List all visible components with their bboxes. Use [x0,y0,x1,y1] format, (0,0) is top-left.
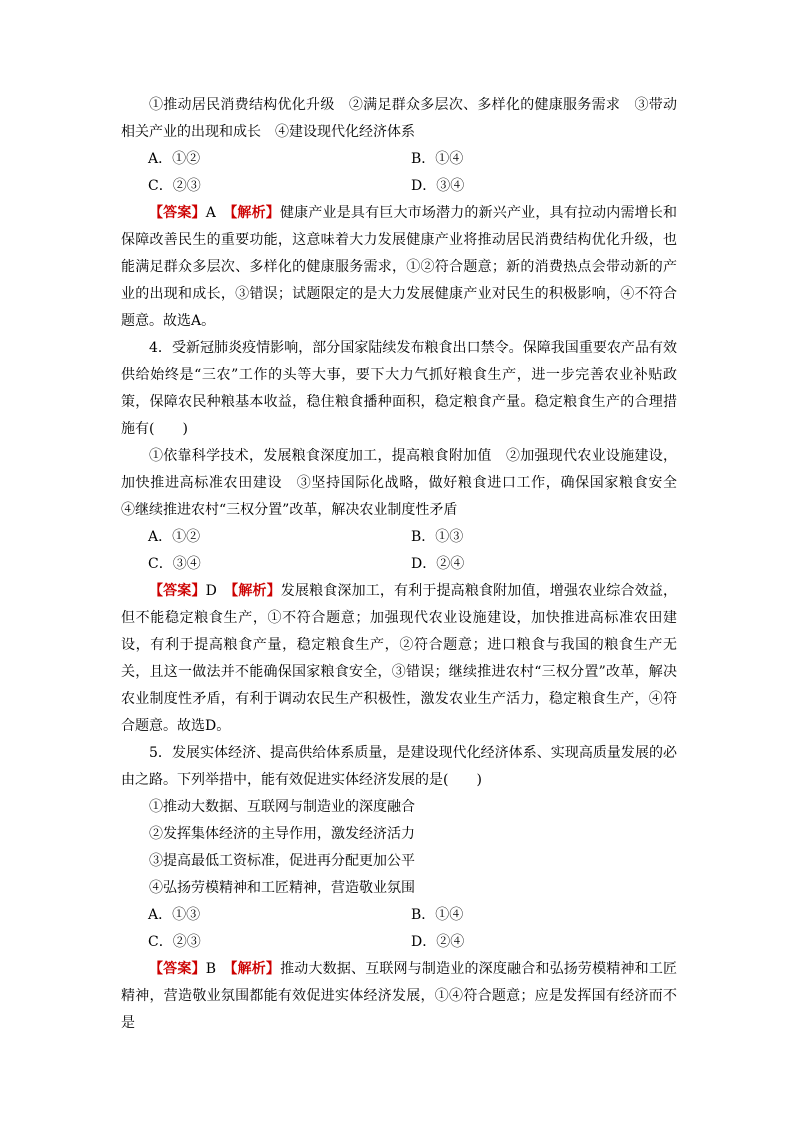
q5-answer-block [121,956,677,1037]
q5-option-c: C．②③ [148,934,201,950]
q5-statement-1: ①推动大数据、互联网与制造业的深度融合 [149,799,415,815]
q3-options-row-1 [121,146,677,173]
analysis-tag: 【解析】 [230,961,281,977]
q5-option-b: B．①④ [411,907,464,923]
q5-options-row-2 [121,929,677,956]
q4-option-c: C．③④ [148,556,201,572]
q3-answer-block [121,200,677,335]
q5-analysis: 推动大数据、互联网与制造业的深度融合和弘扬劳模精神和工匠精神，营造敬业氛围都能有效促进实体经济发展，①④符合题意；应是发挥国有经济而不是 [121,961,678,1031]
q4-stem: 4．受新冠肺炎疫情影响，部分国家陆续发布粮食出口禁令。保障我国重要农产品有效供给始终是“三农”工作的头等大事，要下大力气抓好粮食生产，进一步完善农业补贴政策，保障农民种粮基本收益，稳住粮食播种面积，稳定粮食产量。稳定粮食生产的合理措施有( ) [121,340,677,437]
q4-answer-block [121,578,677,740]
q5-stem: 5．发展实体经济、提高供给体系质量，是建设现代化经济体系、实现高质量发展的必由之路。下列举措中，能有效促进实体经济发展的是( ) [121,745,677,788]
q3-analysis: 健康产业是具有巨大市场潜力的新兴产业，具有拉动内需增长和保障改善民生的重要功能，这意味着大力发展健康产业将推动居民消费结构优化升级，也能满足群众多层次、多样化的健康服务需求，①②符合题意；新的消费热点会带动新的产业的出现和成长，③错误；试题限定的是大力发展健康产业对民生的积极影响，④不符合题意。故选A。 [121,205,677,329]
q5-option-d: D．②④ [411,934,465,950]
q3-options-row-2 [121,173,677,200]
q3-option-c: C．②③ [148,178,201,194]
q4-option-b: B．①③ [411,529,464,545]
analysis-tag: 【解析】 [231,583,281,599]
q5-statement-4: ④弘扬劳模精神和工匠精神，营造敬业氛围 [149,880,415,896]
q3-answer: A [205,205,231,221]
q5-option-a: A．①③ [148,907,201,923]
q3-option-a: A．①② [148,151,201,167]
answer-tag: 【答案】 [149,205,206,221]
q3-option-b: B．①④ [411,151,464,167]
document-body [121,92,691,1037]
q4-option-a: A．①② [148,529,201,545]
answer-tag: 【答案】 [149,961,206,977]
q4-analysis: 发展粮食深加工，有利于提高粮食附加值，增强农业综合效益，但不能稳定粮食生产，①不符合题意；加强现代农业设施建设，加快推进高标准农田建设，有利于提高粮食产量，稳定粮食生产，②符合题意；进口粮食与我国的粮食生产无关，且这一做法并不能确保国家粮食安全，③错误；继续推进农村“三权分置”改革，解决农业制度性矛盾，有利于调动农民生产积极性，激发农业生产活力，稳定粮食生产，④符合题意。故选D。 [121,583,678,734]
q3-statements: ①推动居民消费结构优化升级 ②满足群众多层次、多样化的健康服务需求 ③带动相关产业的出现和成长 ④建设现代化经济体系 [121,97,677,140]
q4-answer: D [205,583,232,599]
q5-answer: B [205,961,231,977]
q5-options-row-1 [121,902,677,929]
q4-statements: ①依靠科学技术，发展粮食深度加工，提高粮食附加值 ②加强现代农业设施建设，加快推进高标准农田建设 ③坚持国际化战略，做好粮食进口工作，确保国家粮食安全 ④继续推进农村“三权分置”改革，解决农业制度性矛盾 [121,448,691,518]
q3-option-d: D．③④ [411,178,465,194]
analysis-tag: 【解析】 [230,205,280,221]
q5-statement-2: ②发挥集体经济的主导作用，激发经济活力 [149,826,415,842]
q5-statement-3: ③提高最低工资标准，促进再分配更加公平 [149,853,415,869]
answer-tag: 【答案】 [149,583,206,599]
q4-options-row-1 [121,524,677,551]
q4-options-row-2 [121,551,677,578]
q4-option-d: D．②④ [411,556,465,572]
